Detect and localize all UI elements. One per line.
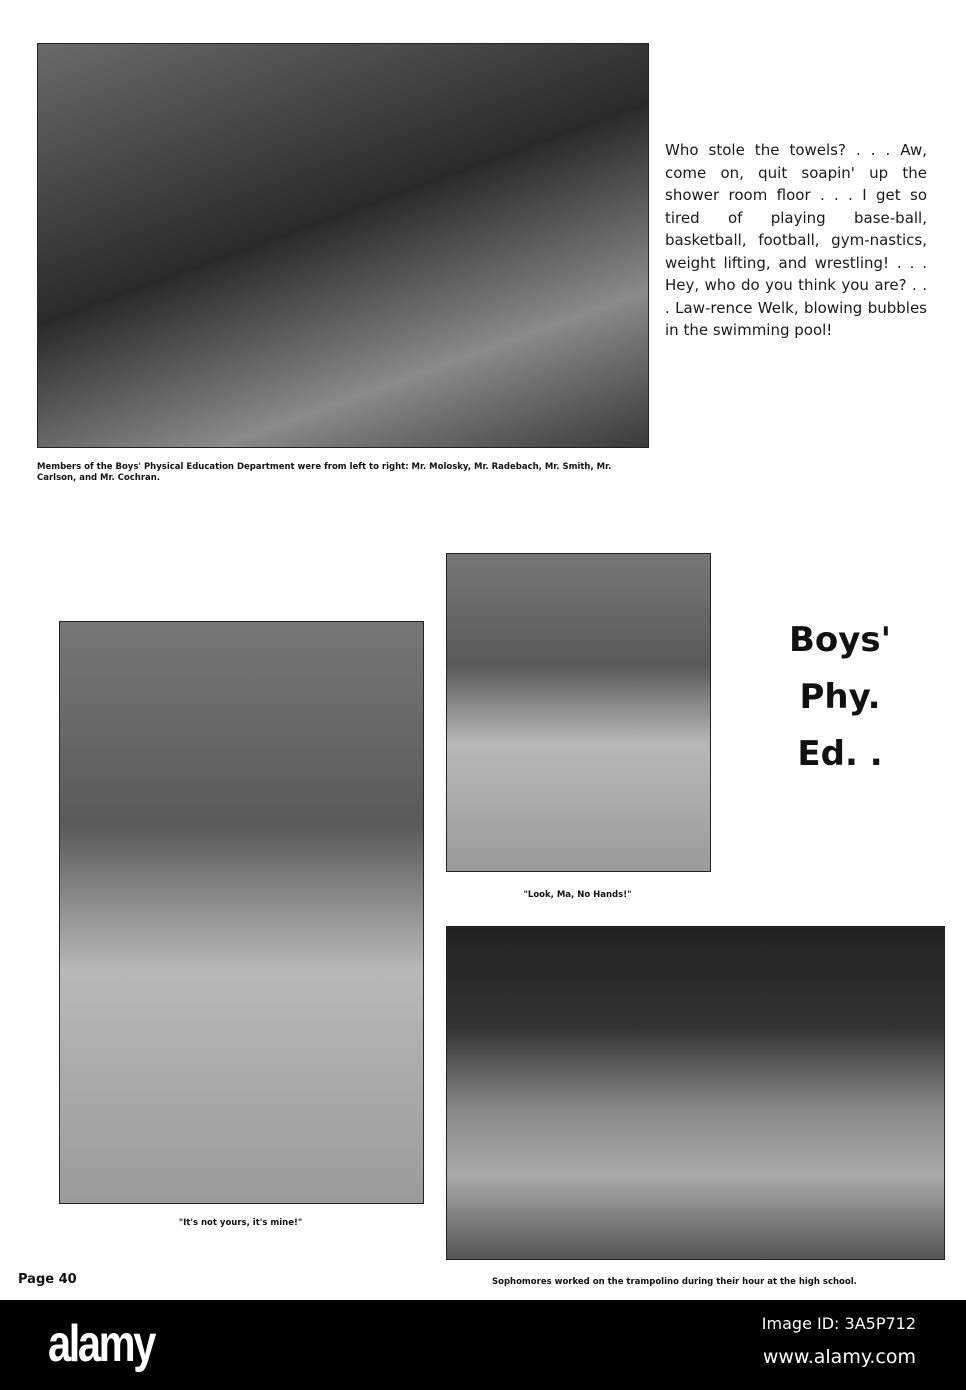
image-id: Image ID: 3A5P712 xyxy=(761,1314,916,1333)
trampoline-caption: Sophomores worked on the trampolino during their hour at the high school. xyxy=(492,1277,857,1287)
alamy-logo: alamy xyxy=(48,1315,154,1373)
watermark-banner xyxy=(0,1300,966,1390)
badminton-caption: "It's not yours, it's mine!" xyxy=(178,1218,303,1228)
title-line-3: Ed. . xyxy=(797,734,883,774)
staff-photo xyxy=(37,43,649,448)
staff-caption: Members of the Boys' Physical Education Department were from left to right: Mr. Molosky, Mr. Radebach, Mr. Smith, Mr. Carlson, and Mr. Cochran. xyxy=(37,462,612,483)
page-title xyxy=(775,612,905,783)
intro-text: Who stole the towels? . . . Aw, come on, quit soapin' up the shower room floor . . . I get so tired of playing base-ball, basketball, football, gym-nastics, weight lifting, and wrestling! . . . Hey, who do you think you are? . . . Law-rence Welk, blowing bubbles in the swimming pool! xyxy=(665,141,927,339)
title-line-2: Phy. xyxy=(799,677,881,717)
badminton-photo xyxy=(59,621,424,1204)
site-url: www.alamy.com xyxy=(762,1346,916,1368)
trampoline-photo xyxy=(446,926,945,1260)
page-number: Page 40 xyxy=(18,1272,77,1287)
title-line-1: Boys' xyxy=(788,620,892,660)
basketball-photo xyxy=(446,553,711,872)
basketball-caption: "Look, Ma, No Hands!" xyxy=(523,890,632,900)
